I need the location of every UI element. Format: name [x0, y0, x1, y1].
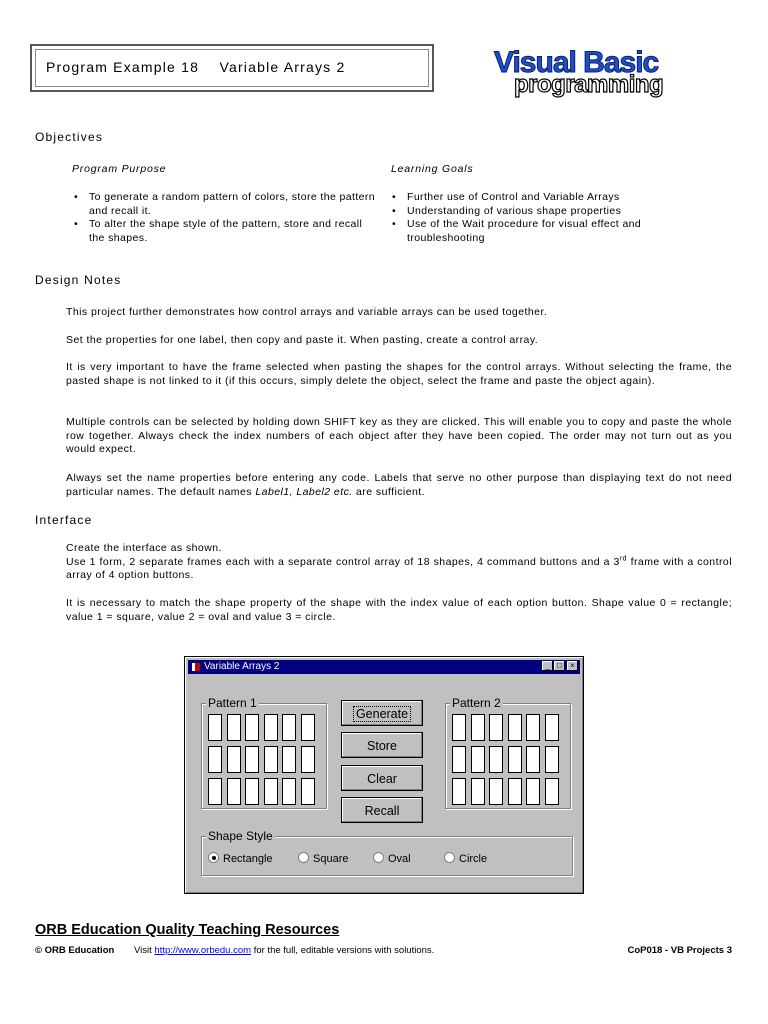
pattern-shape: [208, 778, 222, 805]
goals-list: [390, 191, 690, 245]
pattern-shape: [526, 746, 540, 773]
list-item: • Understanding of various shape properties: [390, 205, 690, 219]
oval-option[interactable]: [373, 852, 411, 865]
design-note-4: [66, 416, 732, 457]
purpose-list: [72, 191, 377, 245]
pattern2-label: Pattern 2: [452, 696, 501, 710]
option-label: Oval: [388, 853, 411, 865]
pattern-shape: [227, 778, 241, 805]
text-span: Create the interface as shown.: [66, 542, 222, 554]
pattern-shape: [264, 778, 278, 805]
pattern-shape: [282, 746, 296, 773]
square-option[interactable]: [298, 852, 348, 865]
pattern-shape: [471, 746, 485, 773]
shape-style-frame: [201, 829, 573, 876]
footer-title: ORB Education Quality Teaching Resources: [35, 922, 340, 938]
footer-visit: [134, 945, 434, 956]
pattern-shape: [208, 714, 222, 741]
list-item: • To alter the shape style of the pattern, store and recall the shapes.: [72, 218, 377, 245]
generate-button[interactable]: [341, 700, 423, 726]
learning-goals-heading: Learning Goals: [391, 163, 474, 175]
logo-top-text: Visual Basic: [494, 46, 659, 79]
list-item: • To generate a random pattern of colors, store the pattern and recall it.: [72, 191, 377, 218]
button-label: Generate: [355, 707, 409, 721]
pattern-shape: [452, 746, 466, 773]
pattern-shape: [508, 714, 522, 741]
text-span: Visit: [134, 945, 155, 956]
list-item: • Further use of Control and Variable Arrays: [390, 191, 690, 205]
pattern-shape: [282, 714, 296, 741]
text-span: Always set the name properties before entering any code. Labels that serve no other purpose than displaying text do not need particular names. The default names: [66, 472, 732, 498]
paragraph: Set the properties for one label, then copy and paste it. When pasting, create a control array.: [66, 334, 539, 346]
radio-icon: [298, 852, 309, 863]
pattern-shape: [452, 778, 466, 805]
radio-icon: [373, 852, 384, 863]
pattern-shape: [301, 778, 315, 805]
text-span: frame with a control array of 4 option buttons.: [66, 555, 732, 581]
text-span: are sufficient.: [352, 485, 426, 498]
pattern-shape: [301, 746, 315, 773]
pattern-shape: [301, 714, 315, 741]
pattern-shape: [227, 714, 241, 741]
button-label: Recall: [364, 804, 400, 818]
pattern-shape: [245, 778, 259, 805]
window-title: Variable Arrays 2: [204, 661, 280, 672]
paragraph: It is very important to have the frame selected when pasting the shapes for the control arrays. Without selecting the frame, the pasted shape is not linked to it (if this occurs, simply delete the object, select the frame and paste the object again).: [66, 361, 732, 387]
interface-paragraph-1: [66, 542, 732, 583]
window-titlebar: [188, 660, 580, 674]
pattern1-frame: [201, 696, 327, 809]
radio-icon: [208, 852, 219, 863]
design-notes-heading: Design Notes: [35, 273, 122, 287]
paragraph: Multiple controls can be selected by holding down SHIFT key as they are clicked. This will enable you to copy and paste the whole row together. Always check the index numbers of each object after they have been copied. The order may not turn out as you would expect.: [66, 416, 732, 455]
pattern-shape: [471, 714, 485, 741]
pattern-shape: [489, 746, 503, 773]
pattern-shape: [489, 778, 503, 805]
text-span: for the full, editable versions with solutions.: [251, 945, 435, 956]
list-item: • Use of the Wait procedure for visual effect and troubleshooting: [390, 218, 690, 245]
footer-link[interactable]: http://www.orbedu.com: [154, 945, 252, 956]
pattern-shape: [489, 714, 503, 741]
pattern-shape: [545, 746, 559, 773]
logo-bottom-text: programming: [514, 71, 664, 98]
pattern-shape: [526, 714, 540, 741]
pattern-shape: [264, 746, 278, 773]
design-note-1: [66, 306, 732, 320]
objectives-heading: Objectives: [35, 130, 104, 144]
button-label: Store: [367, 739, 397, 753]
pattern-shape: [545, 778, 559, 805]
page-title: Program Example 18 Variable Arrays 2: [46, 59, 346, 75]
recall-button[interactable]: [341, 797, 423, 823]
variable-arrays-window: [184, 656, 584, 894]
paragraph: This project further demonstrates how control arrays and variable arrays can be used together.: [66, 306, 548, 318]
option-label: Square: [313, 853, 349, 865]
pattern-shape: [227, 746, 241, 773]
circle-option[interactable]: [444, 852, 487, 865]
design-note-2: [66, 334, 732, 348]
pattern1-label: Pattern 1: [208, 696, 257, 710]
radio-icon: [444, 852, 455, 863]
pattern-shape: [526, 778, 540, 805]
paragraph: [66, 472, 732, 499]
paragraph: [66, 542, 732, 583]
option-label: Rectangle: [223, 853, 273, 865]
design-note-3: [66, 361, 732, 388]
option-label: Circle: [459, 853, 488, 865]
pattern2-frame: [445, 696, 571, 809]
close-icon[interactable]: ×: [567, 661, 578, 671]
superscript: rd: [619, 555, 627, 562]
shape-style-label: Shape Style: [208, 829, 273, 843]
visual-basic-logo: [492, 42, 692, 100]
minimize-icon[interactable]: _: [542, 661, 553, 671]
paragraph: It is necessary to match the shape property of the shape with the index value of each option button. Shape value 0 = rectangle; value 1 = square, value 2 = oval and value 3 = circle.: [66, 597, 732, 623]
store-button[interactable]: [341, 732, 423, 758]
button-label: Clear: [367, 772, 397, 786]
pattern-shape: [508, 778, 522, 805]
maximize-icon[interactable]: □: [554, 661, 565, 671]
title-box: [30, 44, 434, 92]
clear-button[interactable]: [341, 765, 423, 791]
emphasis: Label1, Label2 etc.: [255, 485, 353, 498]
footer-copyright: © ORB Education: [35, 945, 115, 956]
design-note-5: [66, 472, 732, 499]
rectangle-option[interactable]: [208, 852, 273, 865]
pattern-shape: [208, 746, 222, 773]
pattern-shape: [245, 714, 259, 741]
footer-code: CoP018 - VB Projects 3: [627, 945, 732, 956]
app-icon: [192, 663, 200, 671]
pattern-shape: [282, 778, 296, 805]
pattern-shape: [545, 714, 559, 741]
interface-paragraph-2: [66, 597, 732, 624]
interface-heading: Interface: [35, 513, 93, 527]
pattern-shape: [264, 714, 278, 741]
program-purpose-heading: Program Purpose: [72, 163, 167, 175]
pattern-shape: [508, 746, 522, 773]
text-span: Use 1 form, 2 separate frames each with a separate control array of 18 shapes, 4 command buttons and a 3: [66, 555, 620, 568]
pattern-shape: [452, 714, 466, 741]
pattern-shape: [471, 778, 485, 805]
pattern-shape: [245, 746, 259, 773]
